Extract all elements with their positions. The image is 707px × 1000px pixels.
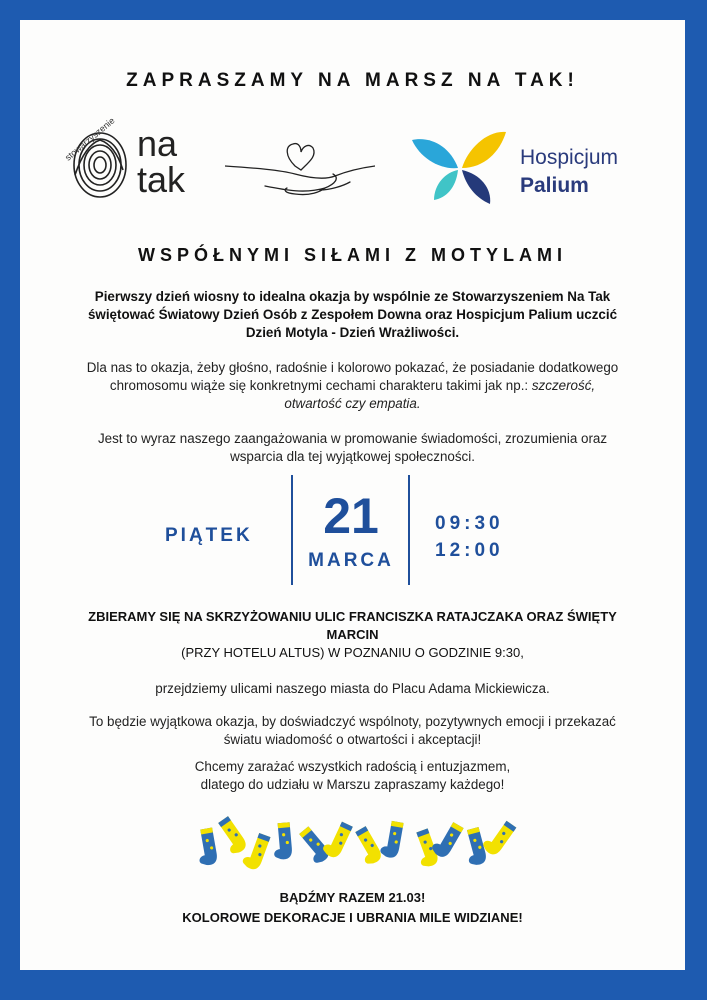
paragraph-line: Jest to wyraz naszego zaangażowania w promowanie świadomości, zrozumienia oraz	[97, 431, 608, 446]
paragraph-commitment	[50, 430, 655, 466]
intro-line: świętować Światowy Dzień Osób z Zespołem Downa oraz Hospicjum Palium uczcić	[87, 307, 618, 322]
butterfly-icon	[410, 128, 510, 210]
paragraph-invite	[50, 758, 655, 794]
event-date: 21	[323, 488, 379, 544]
paragraph-italic: otwartość czy empatia.	[284, 396, 421, 411]
palium-line1: Hospicjum	[520, 146, 619, 169]
paragraph-community	[50, 713, 655, 749]
paragraph-line: To będzie wyjątkowa okazja, by doświadczyć wspólnoty, pozytywnych emocji i przekazać	[89, 714, 616, 729]
paragraph-text: chromosomu wiąże się konkretnymi cechami charakteru takimi jak np.:	[109, 378, 532, 393]
natak-line2: tak	[137, 159, 186, 200]
poster-card	[20, 20, 685, 970]
footer-text	[60, 888, 645, 928]
date-divider-right	[408, 475, 410, 585]
palium-line2: Palium	[520, 174, 589, 197]
event-time-end: 12:00	[435, 540, 504, 561]
subtitle: WSPÓŁNYMI SIŁAMI Z MOTYLAMI	[138, 245, 567, 265]
page-title: ZAPRASZAMY NA MARSZ NA TAK!	[126, 70, 579, 91]
socks-decoration	[185, 815, 520, 870]
footer-line: KOLOROWE DEKORACJE I UBRANIA MILE WIDZIANE!	[182, 910, 523, 925]
event-day: PIĄTEK	[165, 525, 253, 546]
event-month: MARCA	[308, 550, 394, 571]
meeting-line: ZBIERAMY SIĘ NA SKRZYŻOWANIU ULIC FRANCISZKA RATAJCZAKA ORAZ ŚWIĘTY	[88, 609, 617, 624]
hands-heart-icon	[225, 128, 375, 208]
paragraph-line: dlatego do udziału w Marszu zapraszamy każdego!	[200, 777, 505, 792]
socks-icon	[185, 815, 520, 870]
hands-heart-logo	[225, 128, 375, 208]
paragraph-line: światu wiadomość o otwartości i akceptacji!	[223, 732, 482, 747]
natak-line1: na	[137, 123, 178, 164]
paragraph-italic: szczerość,	[531, 378, 596, 393]
natak-logo	[55, 115, 205, 210]
meeting-line: MARCIN	[326, 627, 379, 642]
intro-line: Pierwszy dzień wiosny to idealna okazja by wspólnie ze Stowarzyszeniem Na Tak	[94, 289, 611, 304]
natak-small-text: stowarzyszenie	[63, 115, 117, 163]
intro-line: Dzień Motyla - Dzień Wrażliwości.	[245, 325, 460, 340]
event-time-start: 09:30	[435, 513, 504, 534]
meeting-line: (PRZY HOTELU ALTUS) W POZNANIU O GODZINIE 9:30,	[181, 645, 524, 660]
paragraph-line: Dla nas to okazja, żeby głośno, radośnie i kolorowo pokazać, że posiadanie dodatkowego	[86, 360, 619, 375]
paragraph-line	[50, 377, 655, 395]
paragraph-opportunity	[50, 359, 655, 413]
intro-paragraph	[50, 288, 655, 342]
paragraph-line: Chcemy zarażać wszystkich radością i entuzjazmem,	[194, 759, 511, 774]
route-text: przejdziemy ulicami naszego miasta do Placu Adama Mickiewicza.	[155, 681, 550, 696]
footer-line: BĄDŹMY RAZEM 21.03!	[279, 890, 426, 905]
paragraph-line: wsparcia dla tej wyjątkowej społeczności.	[230, 449, 475, 464]
palium-logo	[410, 128, 670, 210]
paragraph-line	[50, 395, 655, 413]
meeting-point	[60, 608, 645, 662]
